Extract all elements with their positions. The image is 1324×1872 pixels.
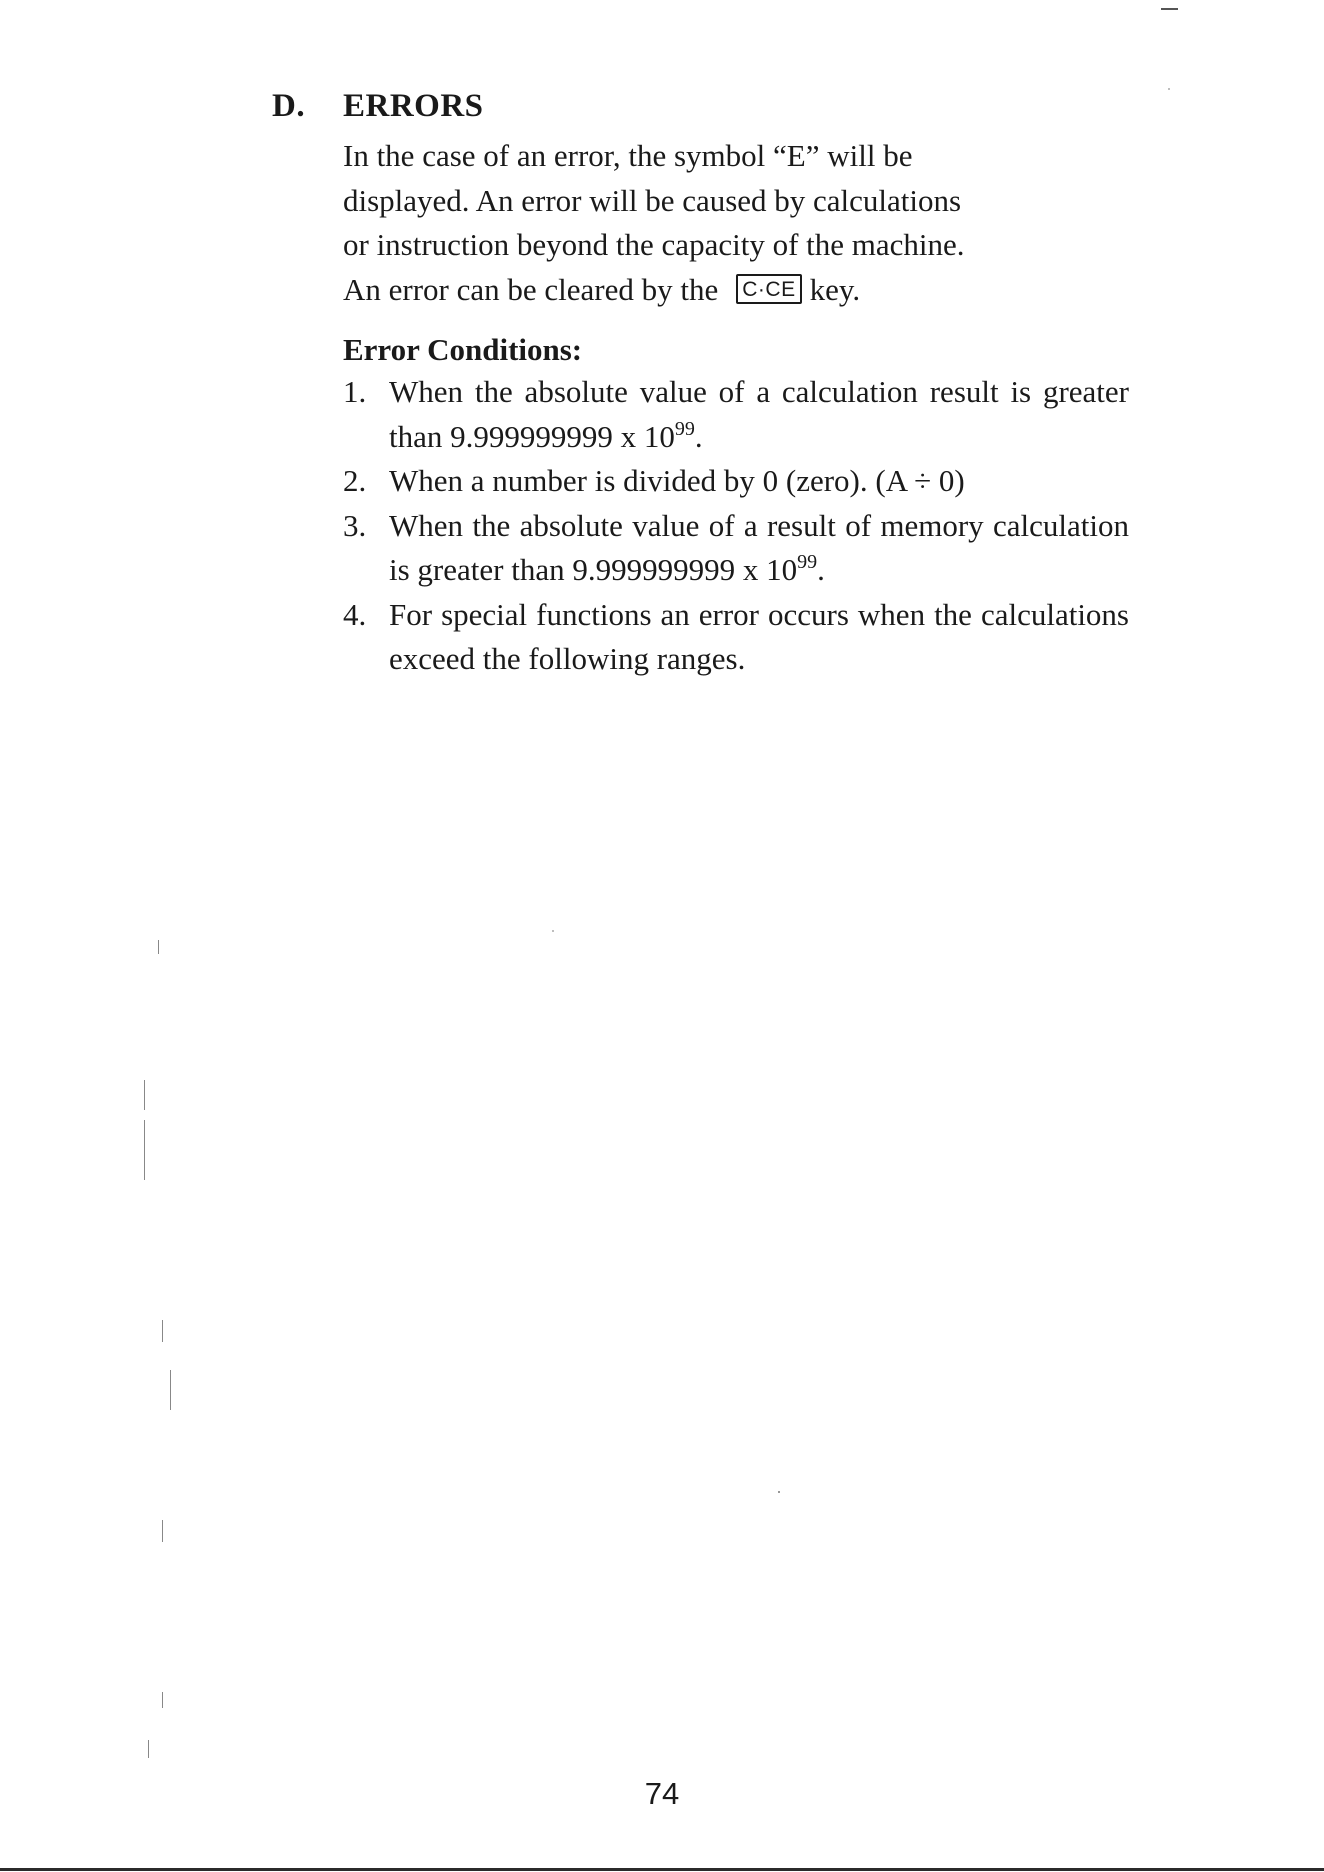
scan-mark — [1161, 8, 1178, 10]
scan-artifact — [162, 1692, 163, 1708]
section-letter: D. — [272, 88, 306, 124]
intro-text: key. — [809, 271, 861, 307]
exponent: 99 — [674, 417, 695, 440]
exponent: 99 — [797, 551, 818, 573]
item-text: When the absolute value of a calculation result is greater than 9.999999999 x $10^{99}$. — [389, 374, 1129, 454]
scan-artifact — [158, 940, 159, 954]
item-text: For special functions an error occurs when the calculations exceed the following ranges. — [389, 596, 1129, 676]
intro-line: In the case of an error, the symbol “E” will be — [343, 138, 913, 173]
intro-line: or instruction beyond the capacity of the machine. — [343, 227, 965, 262]
scan-artifact — [148, 1740, 149, 1758]
page-edge — [0, 1868, 1324, 1871]
list-item — [343, 593, 1129, 682]
intro-line-with-key — [343, 268, 1129, 313]
scan-artifact — [162, 1320, 163, 1342]
list-item — [343, 459, 1129, 504]
list-item — [343, 504, 1129, 593]
scan-artifact — [162, 1520, 163, 1542]
intro-paragraph — [343, 134, 1129, 312]
item-text: When a number is divided by 0 (zero). (A ÷ 0) — [389, 463, 965, 498]
scan-speck — [552, 930, 554, 932]
scan-speck — [1168, 88, 1170, 90]
item-number: 2. — [343, 463, 367, 498]
item-number: 1. — [343, 374, 367, 409]
section-heading — [272, 88, 484, 125]
intro-text: An error can be cleared by the — [343, 271, 719, 307]
scan-artifact — [144, 1080, 145, 1110]
error-conditions-heading: Error Conditions: — [343, 332, 583, 367]
item-number: 3. — [343, 507, 367, 543]
item-number: 4. — [343, 596, 367, 632]
item-text: When the absolute value of a result of memory calculation is greater than 9.999999999 x $10^{99}$. — [389, 507, 1129, 587]
clear-key-symbol: C·CE — [736, 274, 801, 304]
scan-artifact — [170, 1370, 171, 1410]
error-conditions-list — [343, 370, 1129, 682]
section-title: ERRORS — [343, 88, 484, 124]
list-item — [343, 370, 1129, 459]
intro-line: displayed. An error will be caused by calculations — [343, 182, 962, 218]
scan-artifact — [144, 1120, 145, 1180]
page-number: 74 — [644, 1776, 680, 1811]
scan-speck — [778, 1491, 780, 1493]
